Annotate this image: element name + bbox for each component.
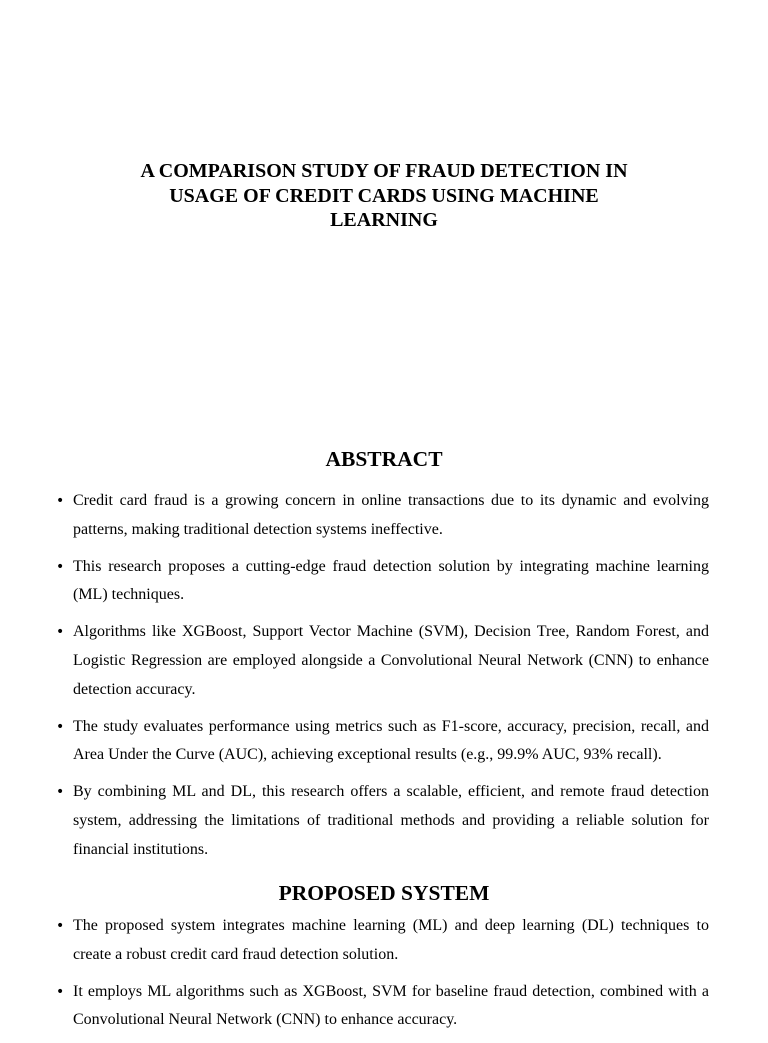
bullet-icon: • — [56, 784, 65, 801]
bullet-icon: • — [56, 493, 65, 509]
proposed-system-bullet-text: It employs ML algorithms such as XGBoost, SVM for baseline fraud detection, combined with a Convolutional Neural Network (CNN) to enhance accuracy. — [73, 982, 709, 1029]
bullet-icon: • — [56, 718, 65, 735]
bullet-icon: • — [56, 983, 65, 1000]
proposed-system-bullet-item — [56, 978, 709, 1036]
abstract-bullet-item — [56, 618, 709, 704]
abstract-bullet-text: Algorithms like XGBoost, Support Vector Machine (SVM), Decision Tree, Random Forest, and Logistic Regression are employed alongside a Convolutional Neural Network (CNN) to enhance detection accuracy. — [73, 623, 709, 698]
proposed-system-bullet-text: The proposed system integrates machine learning (ML) and deep learning (DL) techniques to create a robust credit card fraud detection solution. — [73, 917, 709, 963]
proposed-system-bullet-item — [56, 912, 709, 970]
abstract-bullet-text: This research proposes a cutting-edge fraud detection solution by integrating machine learning (ML) techniques. — [73, 557, 709, 604]
bullet-icon: • — [56, 558, 65, 575]
abstract-bullet-item — [56, 713, 709, 771]
abstract-bullet-text: The study evaluates performance using metrics such as F1-score, accuracy, precision, recall, and Area Under the Curve (AUC), achieving exceptional results (e.g., 99.9% AUC, 93% recall). — [73, 717, 709, 764]
abstract-bullet-text: By combining ML and DL, this research offers a scalable, efficient, and remote fraud detection system, addressing the limitations of traditional methods and providing a reliable solution for financial institutions. — [73, 783, 709, 858]
bullet-icon: • — [56, 918, 65, 934]
abstract-bullet-item — [56, 778, 709, 864]
bullet-icon: • — [56, 624, 65, 641]
abstract-heading: ABSTRACT — [325, 447, 443, 471]
abstract-bullet-text: Credit card fraud is a growing concern in online transactions due to its dynamic and evolving patterns, making traditional detection systems ineffective. — [73, 492, 709, 538]
proposed-system-heading: PROPOSED SYSTEM — [278, 881, 490, 905]
document-title: A COMPARISON STUDY OF FRAUD DETECTION IN USAGE OF CREDIT CARDS USING MACHINE LEARNING — [140, 160, 628, 232]
abstract-bullet-item — [56, 553, 709, 611]
abstract-bullet-list — [56, 487, 709, 873]
abstract-bullet-item — [56, 487, 709, 545]
proposed-system-bullet-list — [56, 912, 709, 1043]
